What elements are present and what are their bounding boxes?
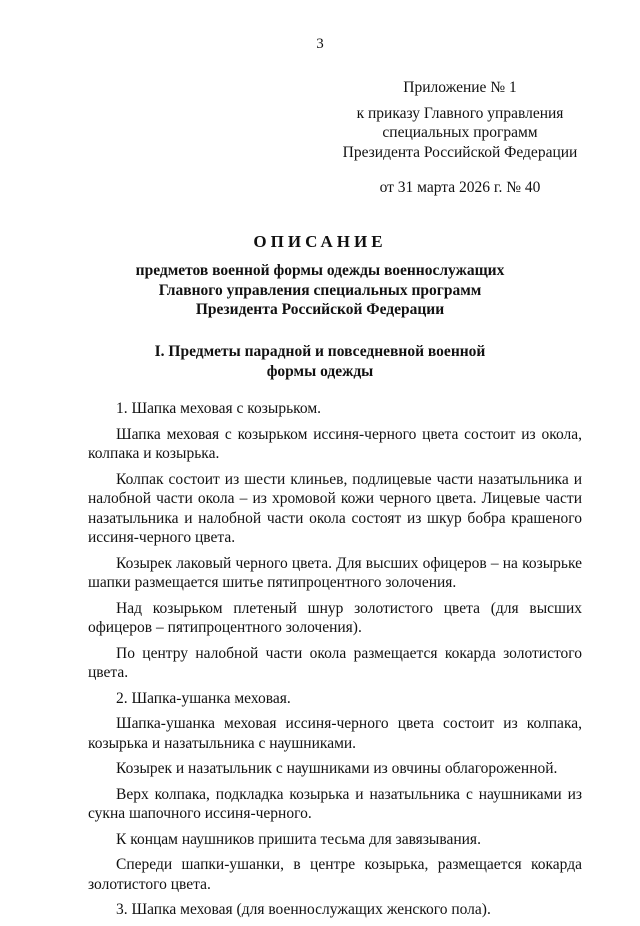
section-title [100, 342, 540, 381]
item-heading-1: 1. Шапка меховая с козырьком. [116, 400, 322, 417]
paragraph: Шапка меховая с козырьком иссиня-черного цвета состоит из окола, колпака и козырька. [88, 425, 582, 462]
paragraph: Спереди шапки-ушанки, в центре козырька, размещается кокарда золотистого цвета. [88, 856, 582, 893]
paragraph: Козырек лаковый черного цвета. Для высших офицеров – на козырьке шапки размещается шитье пятипроцентного золочения. [88, 554, 582, 591]
document-subtitle [100, 261, 540, 320]
appendix-line-3: Президента Российской Федерации [342, 143, 578, 161]
item-heading-3: 3. Шапка меховая (для военнослужащих женского пола). [116, 901, 491, 918]
paragraph: Колпак состоит из шести клиньев, подлицевые части назатыльника и налобной части окола – из хромовой кожи черного цвета. Лицевые части назатыльника и налобной части окола состоят из шкур бобра крашеного иссиня-черного цвета. [88, 470, 582, 546]
appendix-title: Приложение № 1 [403, 79, 517, 96]
appendix-line-1: к приказу Главного управления [356, 104, 564, 122]
section-title-line-1: I. Предметы парадной и повседневной военной [154, 343, 486, 360]
paragraph: Верх колпака, подкладка козырька и назатыльника с наушниками из сукна шапочного иссиня-черного. [88, 785, 582, 822]
paragraph: Козырек и назатыльник с наушниками из овчины облагороженной. [116, 760, 558, 777]
subtitle-line-1: предметов военной формы одежды военнослужащих [135, 262, 505, 279]
appendix-date: от 31 марта 2026 г. № 40 [379, 179, 541, 196]
subtitle-line-2: Главного управления специальных программ [158, 281, 482, 299]
body-text [88, 399, 582, 926]
appendix-line-2: специальных программ [382, 124, 538, 141]
appendix-block [320, 78, 600, 198]
item-heading-2: 2. Шапка-ушанка меховая. [116, 689, 291, 707]
page-number: 3 [316, 36, 324, 52]
paragraph: К концам наушников пришита тесьма для завязывания. [116, 830, 481, 848]
paragraph: Шапка-ушанка меховая иссиня-черного цвета состоит из колпака, козырька и назатыльника с наушниками. [88, 715, 582, 752]
section-title-line-2: формы одежды [266, 362, 374, 380]
document-title: ОПИСАНИЕ [253, 232, 387, 251]
subtitle-line-3: Президента Российской Федерации [195, 301, 445, 318]
paragraph: По центру налобной части окола размещается кокарда золотистого цвета. [88, 644, 582, 681]
paragraph: Над козырьком плетеный шнур золотистого цвета (для высших офицеров – пятипроцентного золочения). [88, 599, 582, 636]
